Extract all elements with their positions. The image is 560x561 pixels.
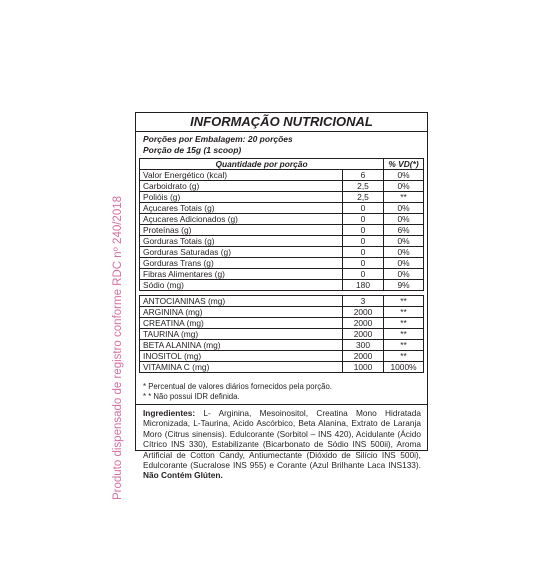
nutrient-name: Carboidrato (g): [140, 181, 343, 192]
table-row: [140, 181, 424, 192]
nutrient-name: ANTOCIANINAS (mg): [140, 296, 343, 307]
nutrient-value: 0: [343, 225, 384, 236]
header-amount: Quantidade por porção: [140, 159, 384, 170]
nutrient-name: Gorduras Totais (g): [140, 236, 343, 247]
ingredients-text: L- Arginina, Mesoinositol, Creatina Mono Hidratada Micronizada, L-Taurina, Acido Ascórbico, Beta Alanina, Extrato de Laranja Moro (Citrus sinensis). Edulcorante (Sorbitol – INS 420), Acidulante (Ácido Cítrico INS 330), Estabilizante (Bicarbonato de Sódio INS 500ii), Aroma Artificial de Cotton Candy, Antiumectante (Dióxido de Silício INS 500i), Edulcorante (Sucralose INS 955) e Corante (Azul Brilhante Laca INS133).: [143, 408, 421, 471]
nutrient-value: 300: [343, 340, 384, 351]
nutrient-vd: 1000%: [384, 362, 424, 373]
nutrient-vd: **: [384, 329, 424, 340]
footnotes: [143, 382, 332, 402]
table-row: [140, 362, 424, 373]
nutrient-vd: **: [384, 318, 424, 329]
nutrient-name: ARGININA (mg): [140, 307, 343, 318]
nutrient-name: Valor Energético (kcal): [140, 170, 343, 181]
nutrient-vd: 0%: [384, 214, 424, 225]
nutrient-vd: 0%: [384, 269, 424, 280]
nutrient-value: 0: [343, 203, 384, 214]
nutrient-value: 2,5: [343, 181, 384, 192]
panel-title: INFORMAÇÃO NUTRICIONAL: [136, 113, 427, 132]
nutrient-vd: 0%: [384, 258, 424, 269]
nutrient-name: Açucares Adicionados (g): [140, 214, 343, 225]
table-row: [140, 203, 424, 214]
nutrient-value: 0: [343, 214, 384, 225]
nutrient-value: 2000: [343, 307, 384, 318]
servings-per-package: Porções por Embalagem: 20 porções: [143, 134, 293, 144]
nutrient-name: Fibras Alimentares (g): [140, 269, 343, 280]
table-row: [140, 351, 424, 362]
nutrient-name: Gorduras Saturadas (g): [140, 247, 343, 258]
nutrient-value: 2,5: [343, 192, 384, 203]
nutrient-vd: 0%: [384, 170, 424, 181]
nutrient-value: 180: [343, 280, 384, 291]
nutrient-name: VITAMINA C (mg): [140, 362, 343, 373]
nutrient-vd: **: [384, 307, 424, 318]
table-row: [140, 280, 424, 291]
table-row: [140, 247, 424, 258]
table-row: [140, 269, 424, 280]
nutrient-name: Polióis (g): [140, 192, 343, 203]
nutrient-vd: 9%: [384, 280, 424, 291]
nutrient-name: BETA ALANINA (mg): [140, 340, 343, 351]
table-header-row: [140, 159, 424, 170]
portion-size: Porção de 15g (1 scoop): [143, 145, 242, 155]
nutrient-value: 0: [343, 269, 384, 280]
nutrient-value: 6: [343, 170, 384, 181]
nutrition-table: [139, 158, 424, 373]
table-row: [140, 192, 424, 203]
table-row: [140, 258, 424, 269]
nutrient-vd: 0%: [384, 247, 424, 258]
nutrient-value: 1000: [343, 362, 384, 373]
nutrient-value: 2000: [343, 318, 384, 329]
footnote-idr: * * Não possui IDR definida.: [143, 392, 240, 401]
divider: [136, 404, 427, 405]
table-row: [140, 329, 424, 340]
nutrient-name: Proteínas (g): [140, 225, 343, 236]
table-row: [140, 170, 424, 181]
nutrient-vd: 0%: [384, 236, 424, 247]
nutrient-vd: **: [384, 351, 424, 362]
footnote-vd: * Percentual de valores diários fornecidos pela porção.: [143, 382, 332, 391]
nutrient-name: Gorduras Trans (g): [140, 258, 343, 269]
table-row: [140, 296, 424, 307]
nutrient-value: 0: [343, 247, 384, 258]
nutrient-vd: 0%: [384, 181, 424, 192]
table-row: [140, 340, 424, 351]
nutrient-name: TAURINA (mg): [140, 329, 343, 340]
table-row: [140, 236, 424, 247]
ingredients-block: [143, 408, 421, 481]
table-row: [140, 318, 424, 329]
nutrient-value: 0: [343, 258, 384, 269]
gluten-statement: Não Contém Glúten.: [143, 470, 223, 481]
nutrient-name: INOSITOL (mg): [140, 351, 343, 362]
regulatory-note: Produto dispensado de registro conforme RDC nº 240/2018: [112, 195, 124, 500]
nutrient-name: CREATINA (mg): [140, 318, 343, 329]
header-vd: % VD(*): [384, 159, 424, 170]
nutrient-value: 2000: [343, 329, 384, 340]
table-row: [140, 307, 424, 318]
table-row: [140, 225, 424, 236]
nutrient-name: Açucares Totais (g): [140, 203, 343, 214]
nutrient-vd: 0%: [384, 203, 424, 214]
table-row: [140, 214, 424, 225]
nutrition-table-body: [140, 170, 424, 373]
ingredients-label: Ingredientes:: [143, 408, 196, 418]
nutrient-value: 3: [343, 296, 384, 307]
nutrient-value: 2000: [343, 351, 384, 362]
nutrient-value: 0: [343, 236, 384, 247]
nutrient-vd: **: [384, 296, 424, 307]
nutrient-vd: 6%: [384, 225, 424, 236]
nutrient-name: Sódio (mg): [140, 280, 343, 291]
nutrient-vd: **: [384, 192, 424, 203]
nutrition-facts-panel: [135, 112, 428, 481]
nutrient-vd: **: [384, 340, 424, 351]
